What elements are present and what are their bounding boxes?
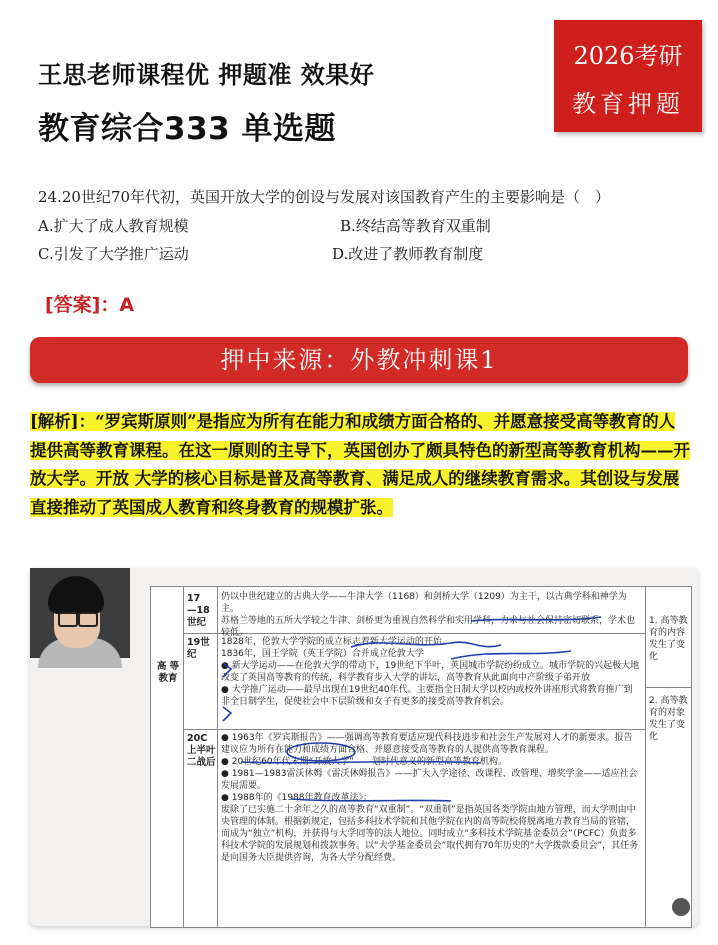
period-text-3: ● 1963年《罗宾斯报告》——强调高等教育要适应现代科技进步和社会生产发展对人才的新要求。报告建议应为所有在能力和成绩方面合格、并愿意接受高等教育的人提供高等教育课程。 ● 20世纪60年代末期“开放大学”——划时代意义的新型高等教育机构。 ● 1981—1983雷沃休姆《雷沃休姆报告》——扩大入学途径、改课程、改管理、增奖学金——适应社会发展需要。 ● 1988年的《1988年教育改革法》： 废除了已实施二十余年之久的高等教育“双重制”。“双重制”是指英国各类学院由地方管理，而大学则由中央管理的体制。根据新规定，包括多科技术学院和其他学院在内的高等院校将脱离地方教育当局的管辖，而成为“独立”机构，并获得与大学同等的法人地位。同时成立“多科技术学院基金委员会”（PCFC）负责多科技术学院的发展规划和拨款事务。以“大学基金委员会”取代拥有70年历史的“大学拨款委员会”，其任务是向国务大臣提供咨询，为各大学分配经费。 [221,733,639,863]
analysis-text: “罗宾斯原则”是指应为所有在能力和成绩方面合格的、并愿意接受高等教育的人提供高等教育课程。在这一原则的主导下，英国创办了颇具特色的新型高等教育机构——开放大学。开放 大学的核心目标是普及高等教育、满足成人的继续教育需求。其创设与发展直接推动了英国成人教育和终身教育的规模扩张。 [30,412,690,517]
option-c: C.引发了大学推广运动 [38,245,189,263]
note-content-change: 1. 高等教育的内容发生了变化 [649,616,688,662]
handwriting-annotations [151,587,691,927]
history-table [150,586,692,928]
option-b: B.终结高等教育双重制 [340,217,491,235]
period-label-3: 20C 上半叶 二战后 [187,733,216,768]
video-control-icon[interactable] [672,898,690,916]
period-label-2: 19世纪 [187,637,210,660]
question-stem: 24.20世纪70年代初，英国开放大学的创设与发展对该国教育产生的主要影响是（ ） [38,188,611,206]
period-text-2: 1828年，伦敦大学学院的成立标志着新大学运动的开始。 1836年，国王学院（英王学院）合并成立伦敦大学 ● 新大学运动——在伦敦大学的带动下，19世纪下半叶，英国城市学院纷纷成立。城市学院的兴起极大地改变了英国高等教育的传统，科学教育步入大学的讲坛，高等教育从此面向中产阶级子弟开放 ● 大学推广运动——最早出现在19世纪40年代。主要指全日制大学以校内或校外讲座形式将教育推广到非全日制学生，促使社会中下层阶级和女子有更多的接受高等教育机会。 [221,637,640,707]
analysis-label: [解析]： [30,412,96,431]
exam-badge [554,20,702,132]
analysis-block [30,408,690,522]
header-title: 教育综合333 单选题 [38,111,337,147]
note-object-change: 2. 高等教育的对象发生了变化 [649,696,688,742]
source-banner: 押中来源：外教冲刺课1 [30,337,688,383]
badge-line1: 2026考研 [573,42,683,70]
answer-label: [答案]：A [45,294,135,316]
period-label-1: 17 —18世纪 [187,593,210,628]
period-text-1: 仍以中世纪建立的古典大学——牛津大学（1168）和剑桥大学（1209）为主干，以古典学科和神学为主。 苏格兰等地的五所大学较之牛津、剑桥更为重视自然科学和实用学科，力求与社会保持密切联系，学术也较低。 [221,592,636,638]
option-a: A.扩大了成人教育规模 [38,217,189,235]
header-tagline: 王思老师课程优 押题准 效果好 [38,61,375,89]
option-d: D.改进了教师教育制度 [332,245,484,263]
teacher-video [30,568,130,658]
badge-line2: 教育押题 [572,90,684,118]
row-label-higher-ed: 高 等 教育 [156,661,180,684]
lecture-screenshot [30,568,698,926]
